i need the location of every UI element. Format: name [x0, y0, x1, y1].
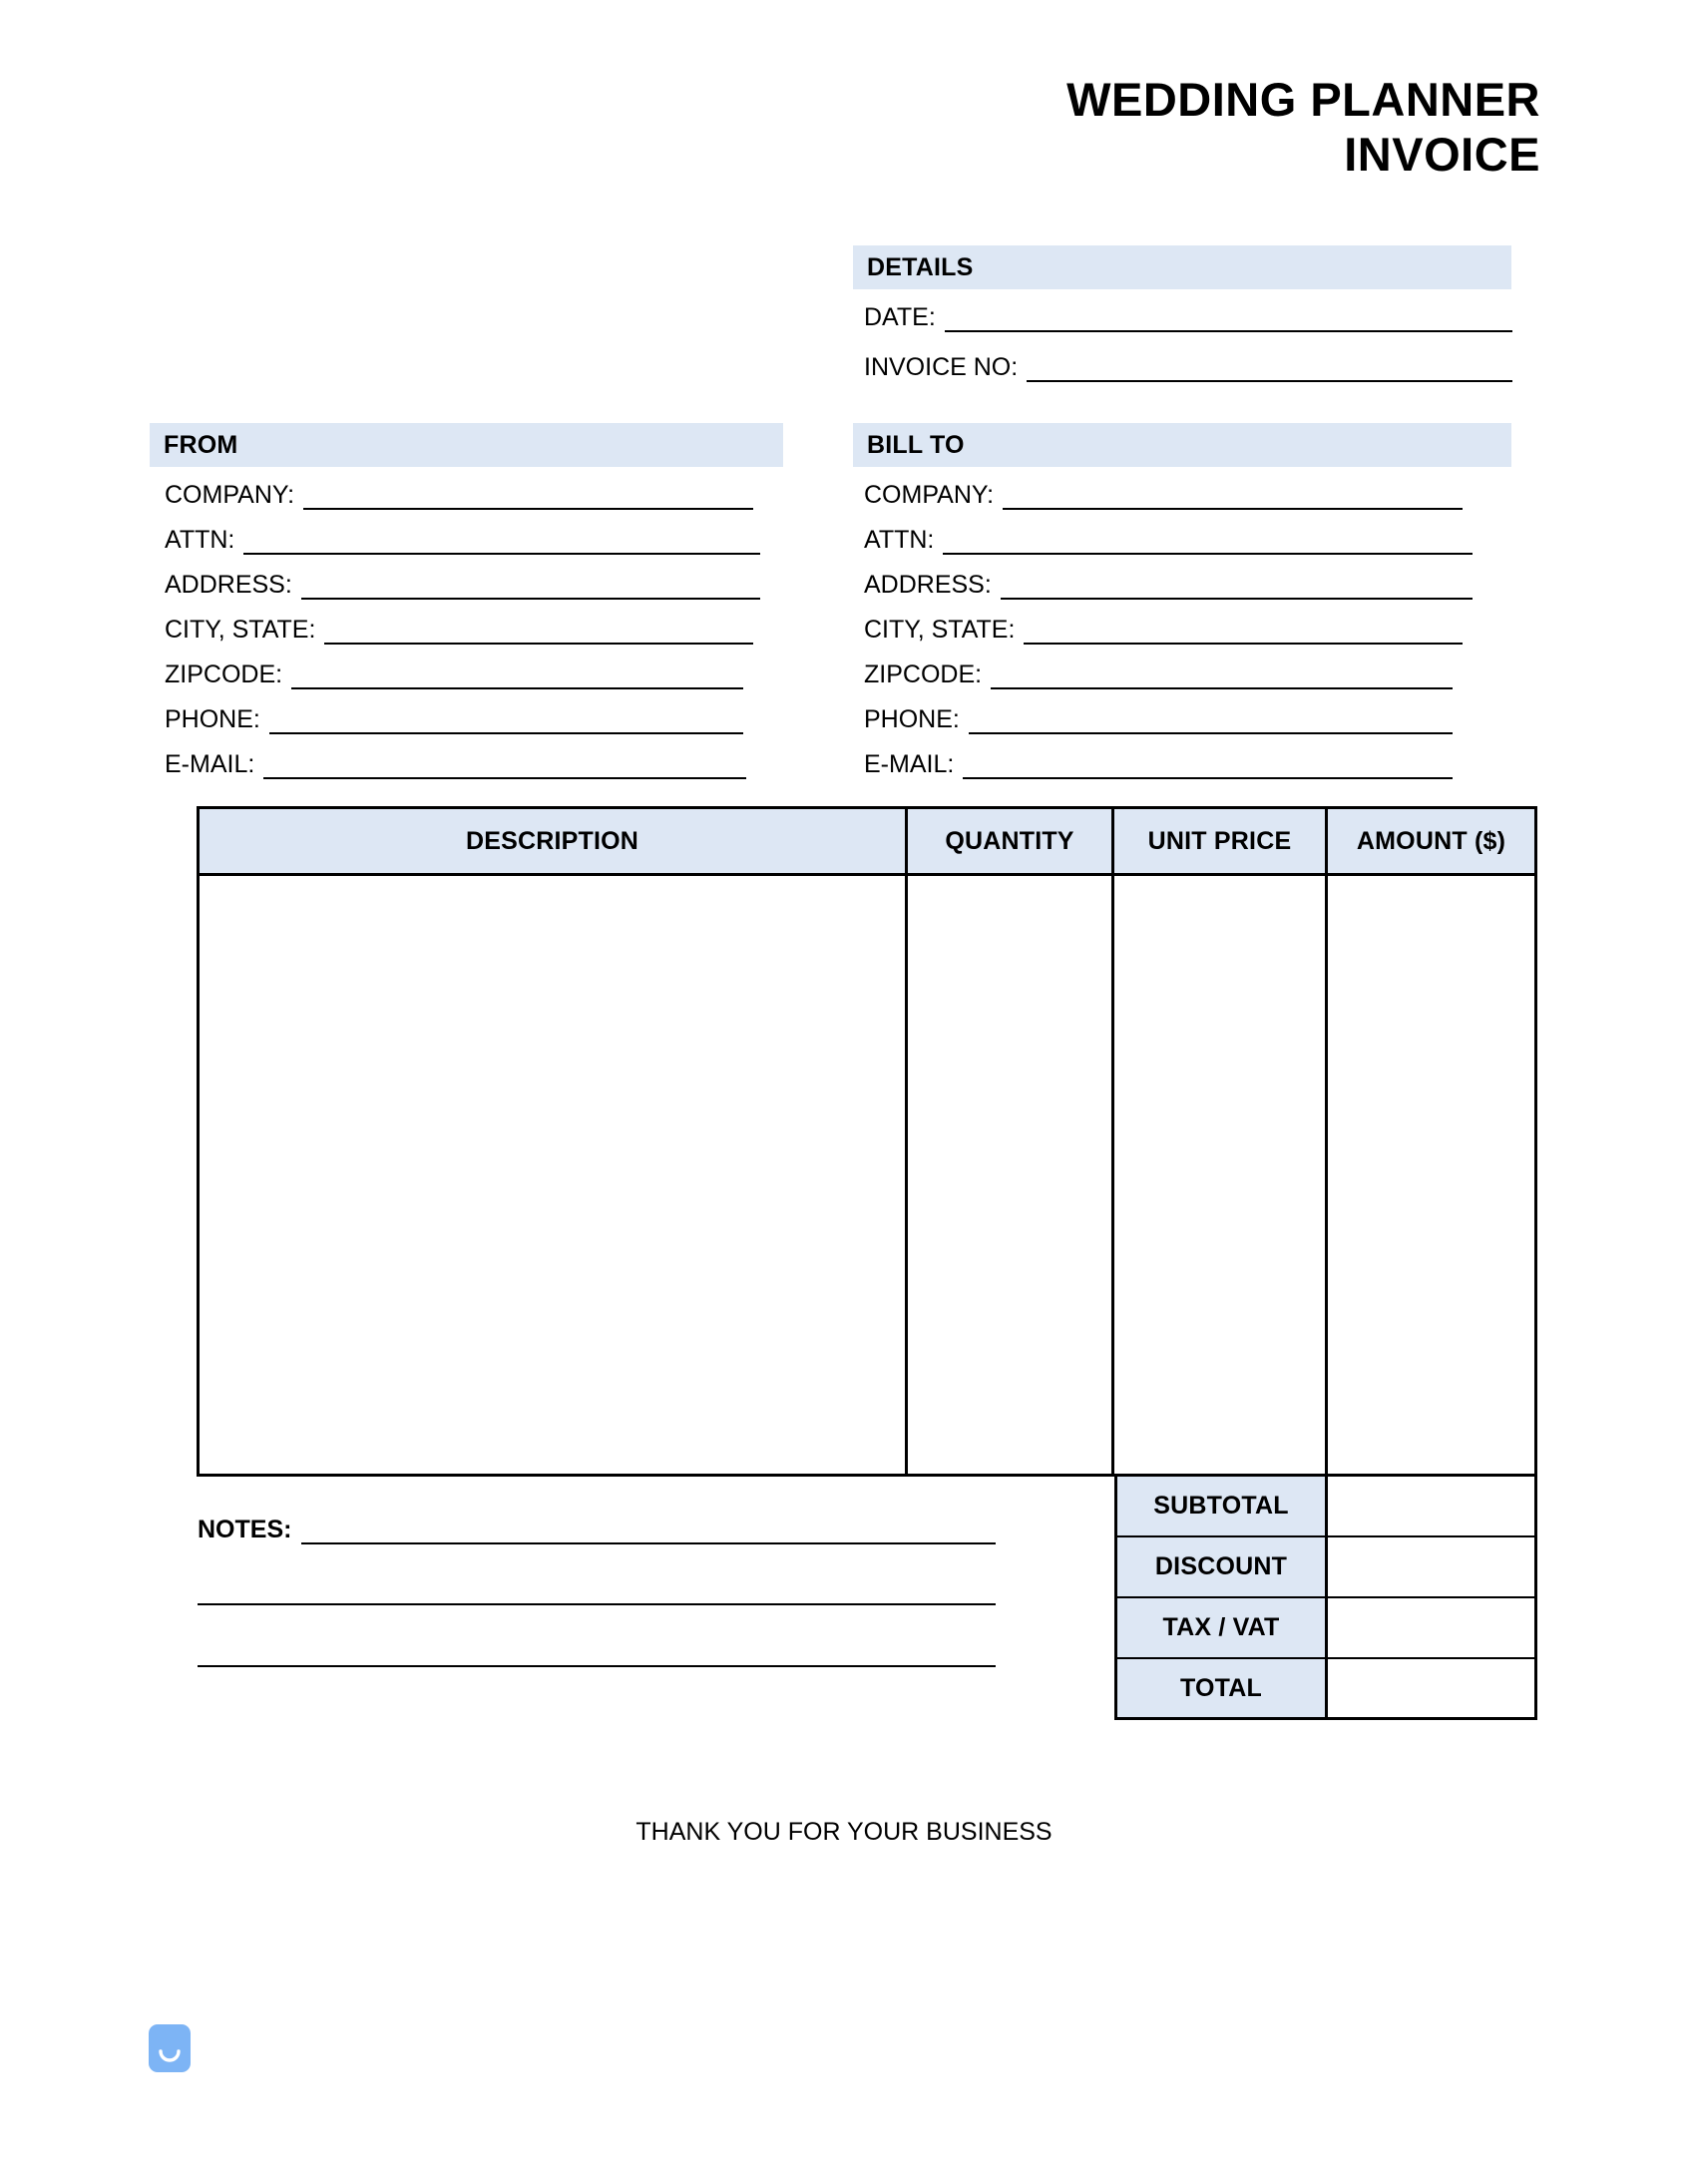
notes-label: NOTES:	[198, 1516, 292, 1543]
bill-to-field-zipcode[interactable]	[864, 652, 1453, 689]
footer-message: THANK YOU FOR YOUR BUSINESS	[635, 1818, 1053, 1846]
notes-input-line-3[interactable]	[198, 1664, 996, 1667]
totals-row-discount[interactable]	[1114, 1537, 1537, 1598]
bill-to-field-attn[interactable]	[864, 517, 1473, 555]
from-field-phone[interactable]	[165, 696, 743, 734]
line-items-unit-price-column[interactable]	[1114, 876, 1328, 1474]
bill-to-company-input-line[interactable]	[1003, 507, 1463, 510]
line-items-amount-column[interactable]	[1328, 876, 1534, 1474]
totals-row-subtotal[interactable]	[1114, 1477, 1537, 1537]
totals-block	[1114, 1477, 1537, 1720]
title-line-2: INVOICE	[1344, 128, 1540, 182]
from-company-input-line[interactable]	[303, 507, 753, 510]
smile-logo-icon	[149, 2024, 191, 2072]
from-address-input-line[interactable]	[301, 597, 760, 600]
bill-to-field-address[interactable]	[864, 562, 1473, 600]
bill-to-phone-label: PHONE:	[864, 705, 960, 733]
subtotal-label: SUBTOTAL	[1117, 1477, 1328, 1535]
column-header-description: DESCRIPTION	[200, 809, 908, 873]
discount-label: DISCOUNT	[1117, 1537, 1328, 1596]
bill-to-section-header	[853, 423, 1511, 467]
bill-to-zipcode-label: ZIPCODE:	[864, 660, 983, 688]
from-field-city-state[interactable]	[165, 607, 753, 645]
from-field-zipcode[interactable]	[165, 652, 743, 689]
subtotal-value[interactable]	[1328, 1477, 1534, 1535]
bill-to-attn-label: ATTN:	[864, 526, 935, 554]
line-items-header-row	[200, 809, 1534, 876]
line-items-description-column[interactable]	[200, 876, 908, 1474]
details-field-date[interactable]	[864, 294, 1512, 332]
bill-to-city-state-input-line[interactable]	[1024, 642, 1463, 645]
discount-value[interactable]	[1328, 1537, 1534, 1596]
date-input-line[interactable]	[945, 329, 1512, 332]
line-items-body[interactable]	[200, 876, 1534, 1474]
bill-to-field-company[interactable]	[864, 472, 1463, 510]
invoice-no-input-line[interactable]	[1027, 379, 1512, 382]
from-city-state-input-line[interactable]	[324, 642, 753, 645]
title-line-1: WEDDING PLANNER	[1066, 73, 1540, 126]
line-items-quantity-column[interactable]	[908, 876, 1114, 1474]
from-section-header	[150, 423, 783, 467]
from-field-company[interactable]	[165, 472, 753, 510]
column-header-amount: AMOUNT ($)	[1356, 826, 1506, 855]
tax-vat-value[interactable]	[1328, 1598, 1534, 1657]
bill-to-zipcode-input-line[interactable]	[991, 686, 1453, 689]
from-company-label: COMPANY:	[165, 481, 295, 509]
bill-to-email-label: E-MAIL:	[864, 750, 955, 778]
bill-to-company-label: COMPANY:	[864, 481, 995, 509]
notes-block[interactable]	[198, 1518, 996, 1667]
bill-to-email-input-line[interactable]	[963, 776, 1453, 779]
from-field-address[interactable]	[165, 562, 760, 600]
total-value[interactable]	[1328, 1659, 1534, 1717]
from-address-label: ADDRESS:	[165, 571, 292, 599]
total-label: TOTAL	[1117, 1659, 1328, 1717]
from-attn-input-line[interactable]	[243, 552, 760, 555]
notes-first-line[interactable]	[198, 1518, 996, 1544]
from-phone-label: PHONE:	[165, 705, 260, 733]
bill-to-field-city-state[interactable]	[864, 607, 1463, 645]
notes-input-line-2[interactable]	[198, 1602, 996, 1605]
details-field-invoice-no[interactable]	[864, 344, 1512, 382]
bill-to-field-email[interactable]	[864, 741, 1453, 779]
column-header-quantity: QUANTITY	[908, 809, 1114, 873]
notes-input-line-1[interactable]	[301, 1541, 996, 1544]
date-label: DATE:	[864, 303, 936, 331]
tax-vat-label: TAX / VAT	[1117, 1598, 1328, 1657]
from-field-email[interactable]	[165, 741, 746, 779]
from-field-attn[interactable]	[165, 517, 760, 555]
totals-row-total[interactable]	[1114, 1659, 1537, 1720]
details-section-header	[853, 245, 1511, 289]
from-zipcode-label: ZIPCODE:	[165, 660, 283, 688]
details-header-label: DETAILS	[867, 252, 974, 281]
bill-to-header-label: BILL TO	[867, 430, 965, 459]
from-email-label: E-MAIL:	[165, 750, 255, 778]
bill-to-attn-input-line[interactable]	[943, 552, 1473, 555]
from-header-label: FROM	[164, 430, 238, 459]
bill-to-phone-input-line[interactable]	[969, 731, 1453, 734]
from-attn-label: ATTN:	[165, 526, 235, 554]
from-phone-input-line[interactable]	[269, 731, 743, 734]
column-header-unit-price: UNIT PRICE	[1114, 809, 1328, 873]
from-city-state-label: CITY, STATE:	[165, 616, 316, 644]
totals-row-tax-vat[interactable]	[1114, 1598, 1537, 1659]
invoice-no-label: INVOICE NO:	[864, 353, 1019, 381]
bill-to-city-state-label: CITY, STATE:	[864, 616, 1016, 644]
bill-to-address-label: ADDRESS:	[864, 571, 992, 599]
document-title	[1066, 72, 1540, 183]
bill-to-address-input-line[interactable]	[1001, 597, 1473, 600]
from-zipcode-input-line[interactable]	[291, 686, 743, 689]
bill-to-field-phone[interactable]	[864, 696, 1453, 734]
from-email-input-line[interactable]	[263, 776, 746, 779]
